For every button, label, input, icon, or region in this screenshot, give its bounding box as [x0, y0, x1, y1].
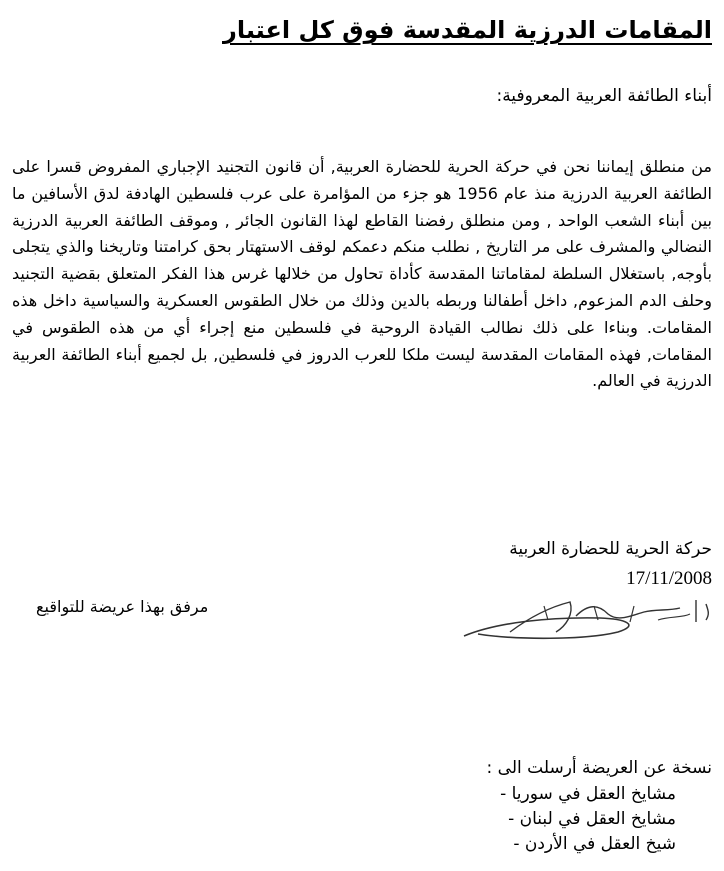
- cc-recipient-label: شيخ العقل في الأردن: [524, 834, 676, 854]
- document-title: المقامات الدرزية المقدسة فوق كل اعتبار: [223, 16, 712, 44]
- signature-organization: حركة الحرية للحضارة العربية: [509, 539, 712, 559]
- salutation: أبناء الطائفة العربية المعروفية:: [496, 86, 712, 106]
- cc-recipient-item: [476, 832, 676, 857]
- cc-block: [476, 758, 712, 857]
- signature-block: [509, 534, 712, 594]
- attachment-note: مرفق بهذا عريضة للتواقيع: [36, 597, 209, 616]
- signature-date: 17/11/2008: [626, 568, 712, 589]
- cc-recipient-item: [476, 782, 676, 807]
- cc-dash: -: [513, 834, 520, 854]
- cc-recipient-item: [476, 807, 676, 832]
- cc-dash: -: [500, 784, 507, 804]
- cc-dash: -: [508, 809, 515, 829]
- body-paragraph: من منطلق إيماننا نحن في حركة الحرية للحضارة العربية, أن قانون التجنيد الإجباري المفروض قسرا على الطائفة العربية الدرزية منذ عام 1956 هو جزء من المؤامرة على عرب فلسطين الهادفة لدق الأسافين ما بين أبناء الشعب الواحد , ومن منطلق رفضنا القاطع لهذا القانون الجائر , وموقف الطائفة العربية الدرزية النضالي والمشرف على مر التاريخ , نطلب منكم دعمكم لوقف الاستهتار بحق كرامتنا وتاريخنا والذي يتجلى بأوجه, باستغلال السلطة لمقاماتنا المقدسة كأداة تحاول من خلالها غرس هذا الفكر المتعلق بقضية التجنيد وحلف الدم المزعوم, داخل أطفالنا وربطه بالدين وذلك من خلال الطقوس العسكرية والسياسية داخل هذه المقامات. وبناءا على ذلك نطالب القيادة الروحية في فلسطين منع إجراء أي من هذه الطقوس في المقامات, فهذه المقامات المقدسة ليست ملكا للعرب الدروز في فلسطين, بل لجميع أبناء الطائفة العربية الدرزية في العالم.: [12, 157, 712, 391]
- cc-heading: نسخة عن العريضة أرسلت الى :: [486, 758, 712, 778]
- cc-recipient-label: مشايخ العقل في لبنان: [519, 809, 676, 829]
- handwritten-signature: [458, 592, 720, 644]
- cc-recipient-label: مشايخ العقل في سوريا: [511, 784, 676, 804]
- cc-recipient-list: [476, 782, 712, 857]
